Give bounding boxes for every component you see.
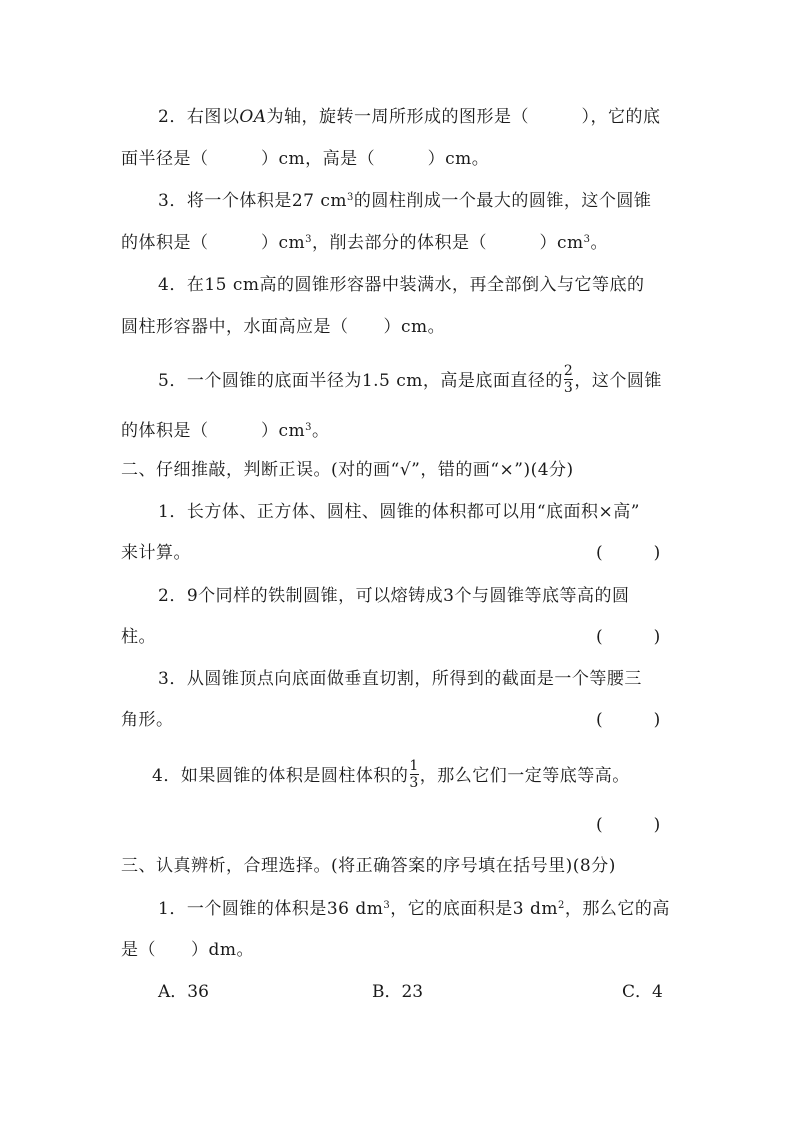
- option-b[interactable]: B．23: [372, 982, 424, 1002]
- s3-q1-line1: 1．一个圆锥的体积是36 $dm^3$，它的底面积是3 $dm^2$，那么它的高: [158, 899, 670, 919]
- q4-line2: 圆柱形容器中，水面高应是（ ）cm。: [121, 317, 446, 337]
- q5-line2: 的体积是（ ）$cm^3$。: [121, 421, 330, 441]
- s3-q1-line2: 是（ ）dm。: [121, 940, 255, 960]
- q3-line2: 的体积是（ ）$cm^3$，削去部分的体积是（ ）$cm^3$。: [121, 233, 609, 253]
- q2-line1: 2．右图以OA为轴，旋转一周所形成的图形是（ ），它的底: [158, 107, 661, 127]
- s2-item1-answer-paren[interactable]: ( ): [596, 543, 661, 563]
- q3-line1: 3．将一个体积是27 $cm^3$的圆柱削成一个最大的圆锥，这个圆锥: [158, 191, 652, 211]
- s2-item3-line1: 3．从圆锥顶点向底面做垂直切割，所得到的截面是一个等腰三: [158, 669, 642, 689]
- section2-heading: 二、仔细推敲，判断正误。(对的画“√”，错的画“×”)(4分): [121, 460, 574, 480]
- s2-item1-line1: 1．长方体、正方体、圆柱、圆锥的体积都可以用“底面积×高”: [158, 502, 640, 522]
- q2-line2: 面半径是（ ）cm，高是（ ）cm。: [121, 149, 490, 169]
- q5-line1: 5．一个圆锥的底面半径为1.5 cm，高是底面直径的 $\frac{2}{3}$ ，这个圆锥: [158, 363, 662, 396]
- s2-item2-answer-paren[interactable]: ( ): [596, 627, 661, 647]
- section3-heading: 三、认真辨析，合理选择。(将正确答案的序号填在括号里)(8分): [121, 856, 616, 876]
- s2-item3-line2: 角形。: [121, 710, 174, 730]
- s2-item1-line2: 来计算。: [121, 543, 191, 563]
- s2-item2-line2: 柱。: [121, 627, 156, 647]
- s2-item4-answer-paren[interactable]: ( ): [596, 815, 661, 835]
- s2-item2-line1: 2．9个同样的铁制圆锥，可以熔铸成3个与圆锥等底等高的圆: [158, 586, 630, 606]
- option-c[interactable]: C．4: [622, 982, 663, 1002]
- q4-line1: 4．在15 cm高的圆锥形容器中装满水，再全部倒入与它等底的: [158, 275, 645, 295]
- s2-item4-line1: 4．如果圆锥的体积是圆柱体积的 $\frac{1}{3}$ ，那么它们一定等底等高。: [152, 758, 630, 791]
- fraction-one-third: $\frac{1}{3}$: [409, 758, 419, 791]
- s2-item3-answer-paren[interactable]: ( ): [596, 710, 661, 730]
- option-a[interactable]: A．36: [158, 982, 209, 1002]
- axis-label: OA: [239, 107, 267, 127]
- fraction-two-thirds: $\frac{2}{3}$: [563, 363, 574, 396]
